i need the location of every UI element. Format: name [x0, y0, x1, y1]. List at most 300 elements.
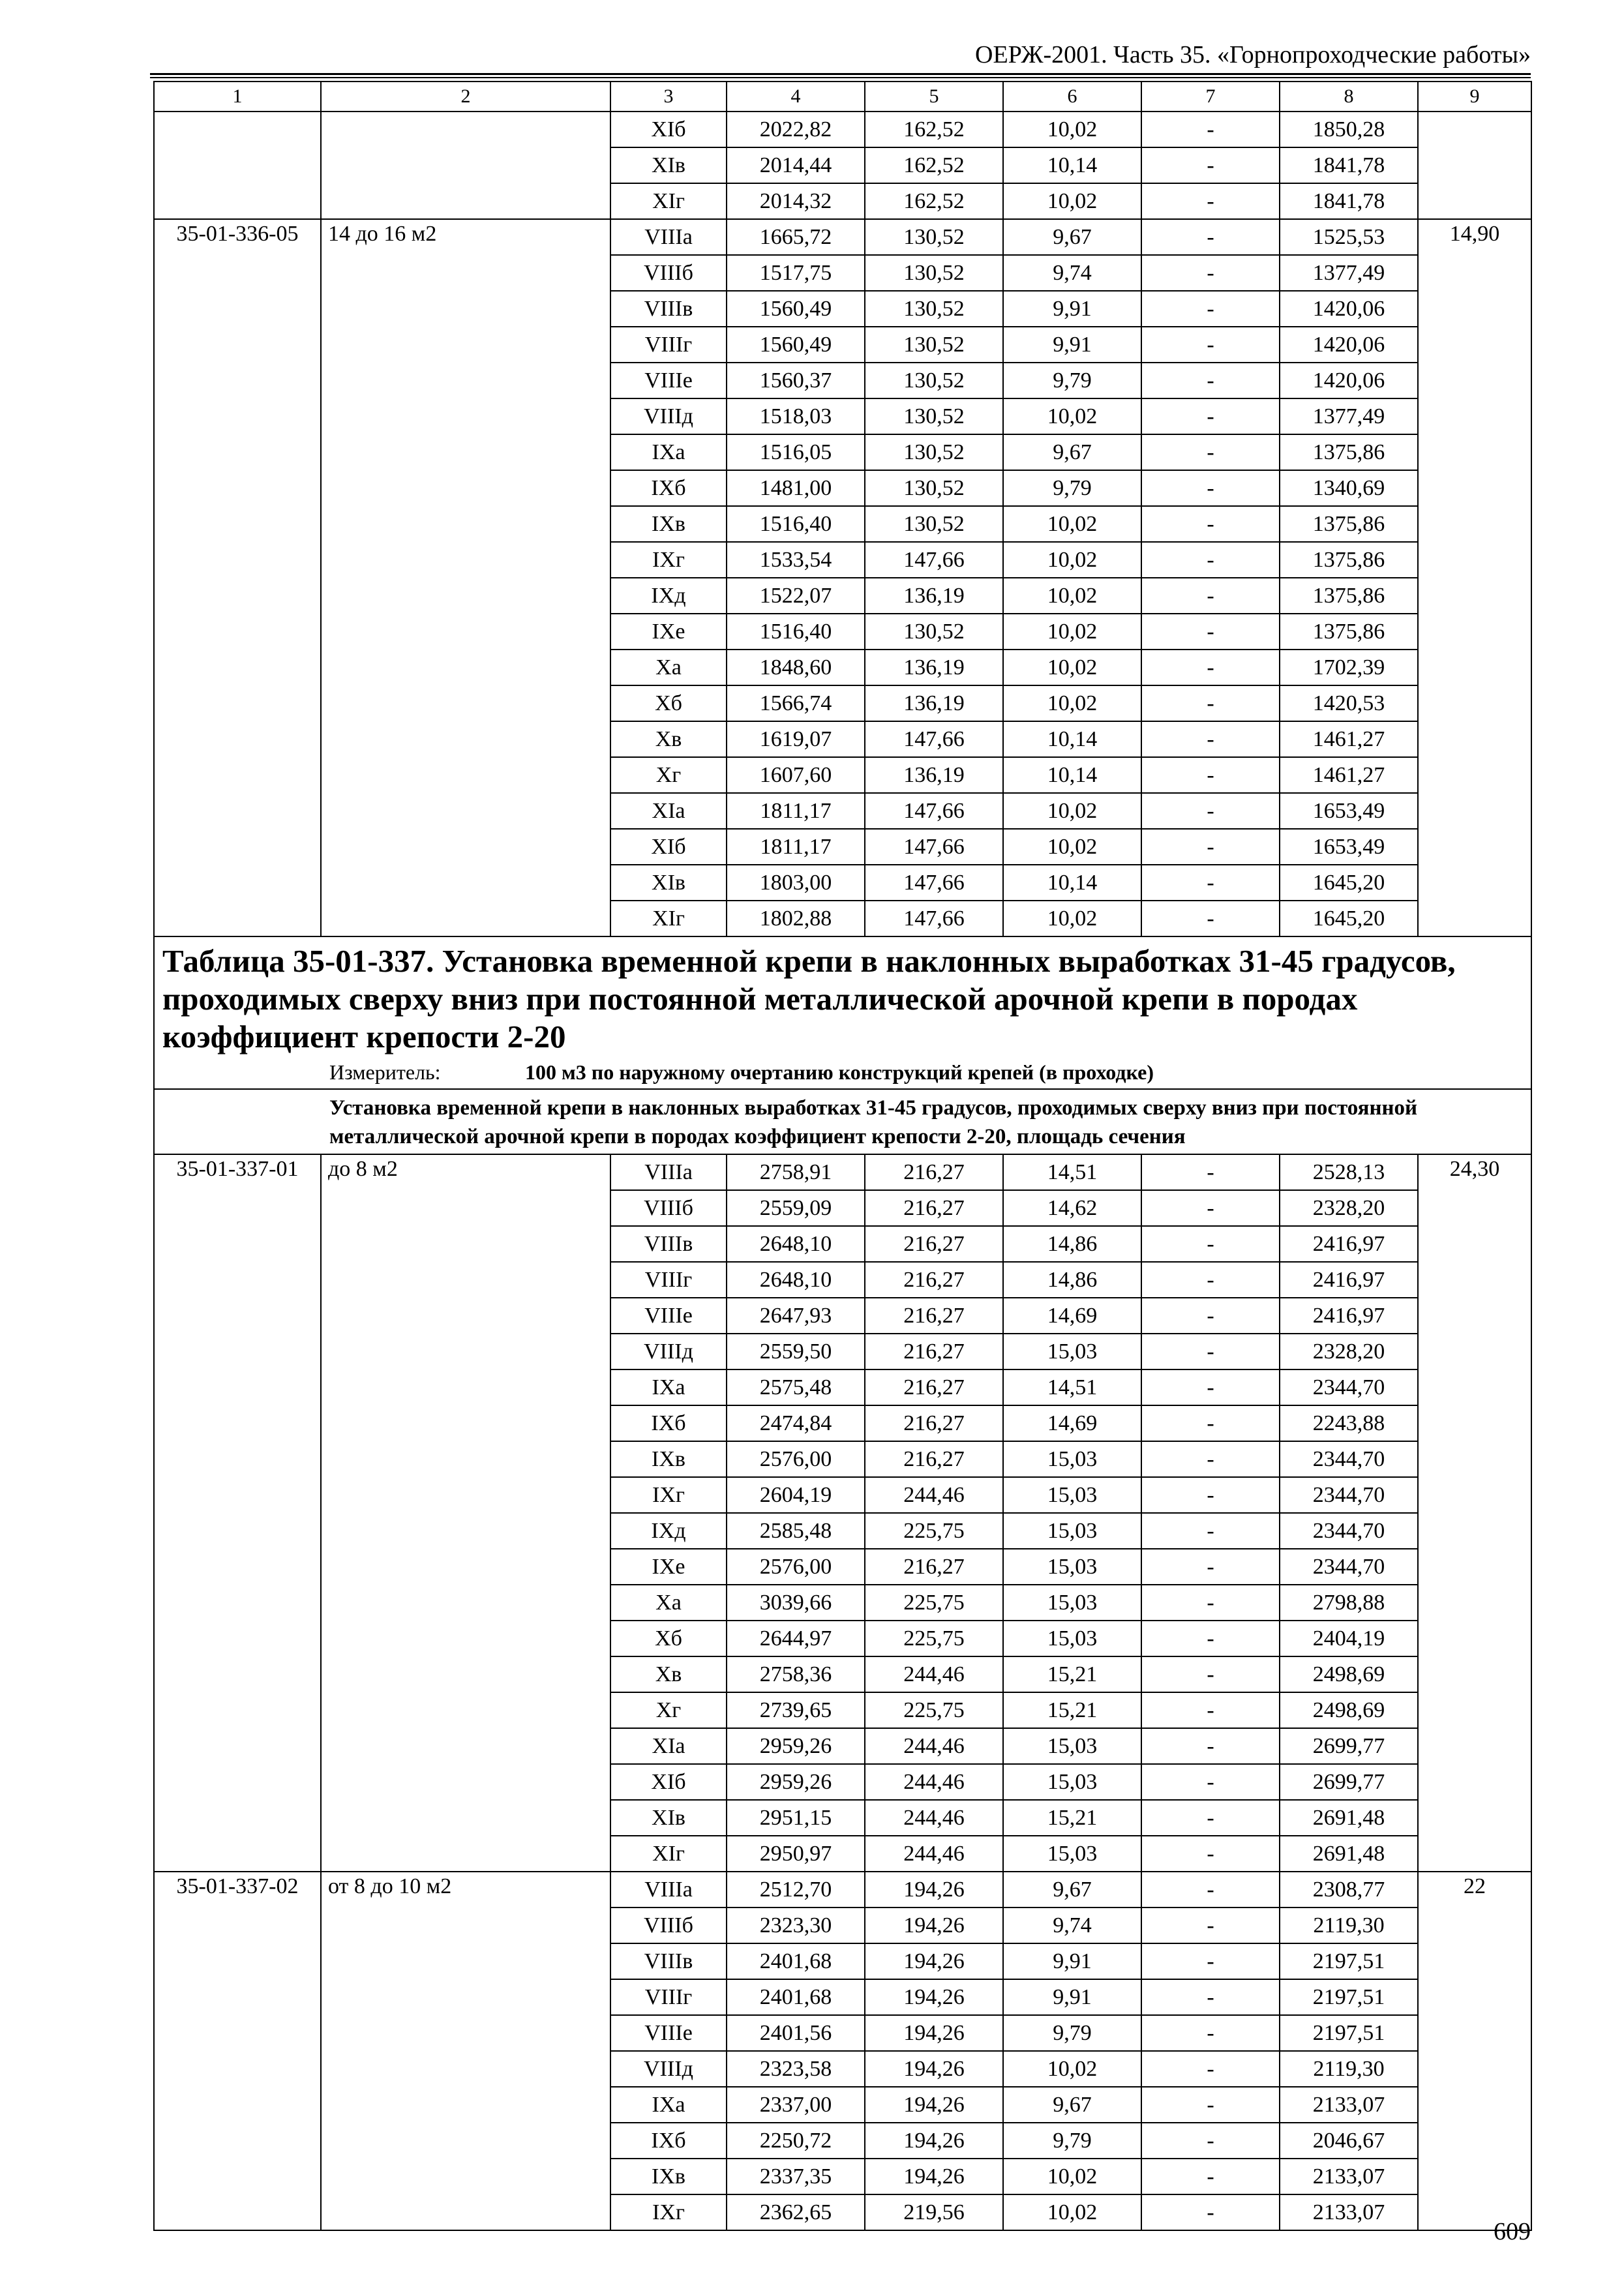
- machine-cost-cell: 10,02: [1003, 578, 1141, 614]
- driver-wage-cell: -: [1141, 506, 1280, 542]
- wage-cost-cell: 216,27: [865, 1190, 1003, 1226]
- machine-cost-cell: 15,03: [1003, 1441, 1141, 1477]
- rock-category-cell: VIIIг: [610, 1979, 727, 2015]
- machine-cost-cell: 15,03: [1003, 1585, 1141, 1621]
- wage-cost-cell: 244,46: [865, 1728, 1003, 1764]
- machine-cost-cell: 15,03: [1003, 1621, 1141, 1656]
- material-cost-cell: 1653,49: [1280, 793, 1418, 829]
- machine-cost-cell: 9,74: [1003, 255, 1141, 291]
- rock-category-cell: VIIIа: [610, 219, 727, 255]
- rock-category-cell: VIIIд: [610, 1334, 727, 1369]
- direct-cost-cell: 1517,75: [727, 255, 865, 291]
- wage-cost-cell: 130,52: [865, 219, 1003, 255]
- material-cost-cell: 2416,97: [1280, 1226, 1418, 1262]
- norms-table-body: [154, 82, 1531, 2230]
- direct-cost-cell: 2604,19: [727, 1477, 865, 1513]
- driver-wage-cell: -: [1141, 398, 1280, 434]
- wage-cost-cell: 244,46: [865, 1477, 1003, 1513]
- material-cost-cell: 2328,20: [1280, 1190, 1418, 1226]
- rock-category-cell: VIIIа: [610, 1872, 727, 1908]
- rock-category-cell: IXг: [610, 542, 727, 578]
- direct-cost-cell: 1560,37: [727, 363, 865, 398]
- machine-cost-cell: 9,74: [1003, 1908, 1141, 1943]
- machine-cost-cell: 9,79: [1003, 2015, 1141, 2051]
- wage-cost-cell: 194,26: [865, 2087, 1003, 2123]
- rock-category-cell: Xг: [610, 757, 727, 793]
- column-number-row: [154, 82, 1531, 112]
- machine-cost-cell: 9,91: [1003, 327, 1141, 363]
- norms-table: [153, 81, 1532, 2231]
- rock-category-cell: IXб: [610, 470, 727, 506]
- direct-cost-cell: 2474,84: [727, 1405, 865, 1441]
- wage-cost-cell: 130,52: [865, 470, 1003, 506]
- material-cost-cell: 1375,86: [1280, 506, 1418, 542]
- direct-cost-cell: 1518,03: [727, 398, 865, 434]
- header-rule: [150, 77, 1531, 78]
- wage-cost-cell: 225,75: [865, 1692, 1003, 1728]
- wage-cost-cell: 216,27: [865, 1262, 1003, 1298]
- wage-cost-cell: 136,19: [865, 650, 1003, 685]
- machine-cost-cell: 14,86: [1003, 1226, 1141, 1262]
- driver-wage-cell: -: [1141, 2159, 1280, 2194]
- material-cost-cell: 1841,78: [1280, 147, 1418, 183]
- column-number: 7: [1141, 82, 1280, 112]
- wage-cost-cell: 162,52: [865, 147, 1003, 183]
- direct-cost-cell: 2576,00: [727, 1441, 865, 1477]
- driver-wage-cell: -: [1141, 327, 1280, 363]
- rock-category-cell: IXг: [610, 1477, 727, 1513]
- machine-cost-cell: 10,02: [1003, 2159, 1141, 2194]
- direct-cost-cell: 1516,40: [727, 614, 865, 650]
- direct-cost-cell: 1516,40: [727, 506, 865, 542]
- table-title: Таблица 35-01-337. Установка временной крепи в наклонных выработках 31-45 градусов, проходимых сверху вниз при постоянной металлической арочной крепи в породах коэффициент крепости 2-20: [162, 943, 1456, 1055]
- machine-cost-cell: 9,91: [1003, 291, 1141, 327]
- direct-cost-cell: 1803,00: [727, 865, 865, 901]
- direct-cost-cell: 2323,30: [727, 1908, 865, 1943]
- machine-cost-cell: 10,02: [1003, 542, 1141, 578]
- column-number: 6: [1003, 82, 1141, 112]
- machine-cost-cell: 15,03: [1003, 1334, 1141, 1369]
- rock-category-cell: IXа: [610, 434, 727, 470]
- machine-cost-cell: 10,02: [1003, 506, 1141, 542]
- rock-category-cell: VIIIб: [610, 1908, 727, 1943]
- header-rule: [150, 73, 1531, 75]
- direct-cost-cell: 2401,68: [727, 1943, 865, 1979]
- direct-cost-cell: 2644,97: [727, 1621, 865, 1656]
- driver-wage-cell: -: [1141, 291, 1280, 327]
- material-cost-cell: 1461,27: [1280, 757, 1418, 793]
- rock-category-cell: XIв: [610, 147, 727, 183]
- column-number: 4: [727, 82, 865, 112]
- wage-cost-cell: 147,66: [865, 721, 1003, 757]
- rock-category-cell: Xб: [610, 685, 727, 721]
- driver-wage-cell: -: [1141, 470, 1280, 506]
- machine-cost-cell: 9,79: [1003, 470, 1141, 506]
- column-number: 1: [154, 82, 321, 112]
- page-header-title: ОЕРЖ-2001. Часть 35. «Горнопроходческие работы»: [975, 41, 1531, 68]
- material-cost-cell: 1420,53: [1280, 685, 1418, 721]
- machine-cost-cell: 10,02: [1003, 112, 1141, 147]
- rock-category-cell: IXе: [610, 1549, 727, 1585]
- direct-cost-cell: 2014,32: [727, 183, 865, 219]
- direct-cost-cell: 1619,07: [727, 721, 865, 757]
- material-cost-cell: 2046,67: [1280, 2123, 1418, 2159]
- rock-category-cell: VIIIв: [610, 1226, 727, 1262]
- wage-cost-cell: 136,19: [865, 685, 1003, 721]
- rock-category-cell: VIIIв: [610, 291, 727, 327]
- column-number: 5: [865, 82, 1003, 112]
- material-cost-cell: 1340,69: [1280, 470, 1418, 506]
- direct-cost-cell: 2575,48: [727, 1369, 865, 1405]
- material-cost-cell: 1645,20: [1280, 865, 1418, 901]
- rock-category-cell: VIIIб: [610, 255, 727, 291]
- wage-cost-cell: 147,66: [865, 829, 1003, 865]
- material-cost-cell: 2328,20: [1280, 1334, 1418, 1369]
- column-number: 2: [321, 82, 610, 112]
- wage-cost-cell: 130,52: [865, 327, 1003, 363]
- rock-category-cell: IXд: [610, 578, 727, 614]
- norm-code-cell: [154, 112, 321, 219]
- wage-cost-cell: 147,66: [865, 793, 1003, 829]
- machine-cost-cell: 15,03: [1003, 1764, 1141, 1800]
- driver-wage-cell: -: [1141, 1477, 1280, 1513]
- machine-cost-cell: 15,03: [1003, 1513, 1141, 1549]
- direct-cost-cell: 2014,44: [727, 147, 865, 183]
- direct-cost-cell: 1811,17: [727, 829, 865, 865]
- direct-cost-cell: 2576,00: [727, 1549, 865, 1585]
- machine-cost-cell: 15,03: [1003, 1549, 1141, 1585]
- rock-category-cell: XIб: [610, 112, 727, 147]
- driver-wage-cell: -: [1141, 1585, 1280, 1621]
- driver-wage-cell: -: [1141, 112, 1280, 147]
- rock-category-cell: XIб: [610, 1764, 727, 1800]
- wage-cost-cell: 216,27: [865, 1405, 1003, 1441]
- wage-cost-cell: 225,75: [865, 1621, 1003, 1656]
- norm-code-cell: 35-01-337-01: [154, 1154, 321, 1872]
- direct-cost-cell: 1481,00: [727, 470, 865, 506]
- direct-cost-cell: 2739,65: [727, 1692, 865, 1728]
- material-cost-cell: 2528,13: [1280, 1154, 1418, 1190]
- driver-wage-cell: -: [1141, 1728, 1280, 1764]
- rock-category-cell: Xб: [610, 1621, 727, 1656]
- material-cost-cell: 2416,97: [1280, 1262, 1418, 1298]
- driver-wage-cell: -: [1141, 1800, 1280, 1836]
- labor-cost-cell: 22: [1418, 1872, 1531, 2230]
- driver-wage-cell: -: [1141, 363, 1280, 398]
- material-cost-cell: 2308,77: [1280, 1872, 1418, 1908]
- driver-wage-cell: -: [1141, 1908, 1280, 1943]
- direct-cost-cell: 2951,15: [727, 1800, 865, 1836]
- rock-category-cell: Xа: [610, 650, 727, 685]
- rock-category-cell: VIIIд: [610, 398, 727, 434]
- wage-cost-cell: 194,26: [865, 1908, 1003, 1943]
- rock-category-cell: IXб: [610, 2123, 727, 2159]
- rock-category-cell: VIIIе: [610, 363, 727, 398]
- machine-cost-cell: 10,14: [1003, 147, 1141, 183]
- direct-cost-cell: 1848,60: [727, 650, 865, 685]
- rock-category-cell: XIв: [610, 865, 727, 901]
- labor-cost-cell: 14,90: [1418, 219, 1531, 936]
- table-title-row: [154, 936, 1531, 1089]
- machine-cost-cell: 10,02: [1003, 614, 1141, 650]
- rock-category-cell: IXа: [610, 1369, 727, 1405]
- meter-value: 100 м3 по наружному очертанию конструкций крепей (в проходке): [525, 1060, 1154, 1084]
- direct-cost-cell: 2758,91: [727, 1154, 865, 1190]
- material-cost-cell: 2344,70: [1280, 1441, 1418, 1477]
- material-cost-cell: 2416,97: [1280, 1298, 1418, 1334]
- machine-cost-cell: 9,67: [1003, 434, 1141, 470]
- driver-wage-cell: -: [1141, 1621, 1280, 1656]
- wage-cost-cell: 244,46: [865, 1800, 1003, 1836]
- direct-cost-cell: 2337,35: [727, 2159, 865, 2194]
- driver-wage-cell: -: [1141, 614, 1280, 650]
- direct-cost-cell: 1533,54: [727, 542, 865, 578]
- wage-cost-cell: 130,52: [865, 614, 1003, 650]
- material-cost-cell: 1653,49: [1280, 829, 1418, 865]
- wage-cost-cell: 130,52: [865, 398, 1003, 434]
- wage-cost-cell: 147,66: [865, 542, 1003, 578]
- direct-cost-cell: 1560,49: [727, 291, 865, 327]
- wage-cost-cell: 194,26: [865, 1943, 1003, 1979]
- direct-cost-cell: 1607,60: [727, 757, 865, 793]
- wage-cost-cell: 130,52: [865, 434, 1003, 470]
- rock-category-cell: XIа: [610, 793, 727, 829]
- wage-cost-cell: 194,26: [865, 2159, 1003, 2194]
- rock-category-cell: IXа: [610, 2087, 727, 2123]
- material-cost-cell: 2197,51: [1280, 1943, 1418, 1979]
- driver-wage-cell: -: [1141, 685, 1280, 721]
- material-cost-cell: 1377,49: [1280, 398, 1418, 434]
- direct-cost-cell: 1566,74: [727, 685, 865, 721]
- direct-cost-cell: 2559,09: [727, 1190, 865, 1226]
- material-cost-cell: 1375,86: [1280, 614, 1418, 650]
- section-description: Установка временной крепи в наклонных выработках 31-45 градусов, проходимых сверху вниз при постоянной металлической арочной крепи в породах коэффициент крепости 2-20, площадь сечения: [154, 1089, 1531, 1154]
- rock-category-cell: Xв: [610, 1656, 727, 1692]
- driver-wage-cell: -: [1141, 865, 1280, 901]
- machine-cost-cell: 15,03: [1003, 1728, 1141, 1764]
- machine-cost-cell: 14,62: [1003, 1190, 1141, 1226]
- driver-wage-cell: -: [1141, 1369, 1280, 1405]
- machine-cost-cell: 9,67: [1003, 2087, 1141, 2123]
- driver-wage-cell: -: [1141, 2087, 1280, 2123]
- wage-cost-cell: 216,27: [865, 1549, 1003, 1585]
- material-cost-cell: 2344,70: [1280, 1477, 1418, 1513]
- wage-cost-cell: 244,46: [865, 1656, 1003, 1692]
- wage-cost-cell: 216,27: [865, 1441, 1003, 1477]
- material-cost-cell: 1377,49: [1280, 255, 1418, 291]
- rock-category-cell: VIIIа: [610, 1154, 727, 1190]
- wage-cost-cell: 194,26: [865, 2123, 1003, 2159]
- wage-cost-cell: 216,27: [865, 1154, 1003, 1190]
- column-number: 9: [1418, 82, 1531, 112]
- rock-category-cell: VIIIв: [610, 1943, 727, 1979]
- rock-category-cell: XIг: [610, 1836, 727, 1872]
- driver-wage-cell: -: [1141, 1692, 1280, 1728]
- rock-category-cell: IXг: [610, 2194, 727, 2230]
- wage-cost-cell: 147,66: [865, 865, 1003, 901]
- material-cost-cell: 2691,48: [1280, 1836, 1418, 1872]
- material-cost-cell: 2691,48: [1280, 1800, 1418, 1836]
- direct-cost-cell: 2950,97: [727, 1836, 865, 1872]
- rock-category-cell: IXд: [610, 1513, 727, 1549]
- column-number: 8: [1280, 82, 1418, 112]
- machine-cost-cell: 10,14: [1003, 865, 1141, 901]
- rock-category-cell: IXе: [610, 614, 727, 650]
- direct-cost-cell: 2648,10: [727, 1262, 865, 1298]
- rock-category-cell: IXб: [610, 1405, 727, 1441]
- rock-category-cell: VIIIб: [610, 1190, 727, 1226]
- wage-cost-cell: 136,19: [865, 757, 1003, 793]
- machine-cost-cell: 14,86: [1003, 1262, 1141, 1298]
- driver-wage-cell: -: [1141, 542, 1280, 578]
- machine-cost-cell: 10,02: [1003, 793, 1141, 829]
- driver-wage-cell: -: [1141, 434, 1280, 470]
- driver-wage-cell: -: [1141, 255, 1280, 291]
- machine-cost-cell: 10,02: [1003, 685, 1141, 721]
- machine-cost-cell: 10,14: [1003, 721, 1141, 757]
- material-cost-cell: 2344,70: [1280, 1513, 1418, 1549]
- wage-cost-cell: 130,52: [865, 291, 1003, 327]
- direct-cost-cell: 1516,05: [727, 434, 865, 470]
- wage-cost-cell: 130,52: [865, 506, 1003, 542]
- direct-cost-cell: 2401,68: [727, 1979, 865, 2015]
- machine-cost-cell: 9,67: [1003, 219, 1141, 255]
- material-cost-cell: 2243,88: [1280, 1405, 1418, 1441]
- material-cost-cell: 2344,70: [1280, 1549, 1418, 1585]
- driver-wage-cell: -: [1141, 829, 1280, 865]
- driver-wage-cell: -: [1141, 1979, 1280, 2015]
- material-cost-cell: 2798,88: [1280, 1585, 1418, 1621]
- rock-category-cell: VIIIе: [610, 1298, 727, 1334]
- direct-cost-cell: 2648,10: [727, 1226, 865, 1262]
- rock-category-cell: XIб: [610, 829, 727, 865]
- driver-wage-cell: -: [1141, 1549, 1280, 1585]
- material-cost-cell: 1645,20: [1280, 901, 1418, 936]
- driver-wage-cell: -: [1141, 1656, 1280, 1692]
- machine-cost-cell: 14,69: [1003, 1298, 1141, 1334]
- norm-code-cell: 35-01-336-05: [154, 219, 321, 936]
- driver-wage-cell: -: [1141, 1226, 1280, 1262]
- direct-cost-cell: 1665,72: [727, 219, 865, 255]
- machine-cost-cell: 10,02: [1003, 650, 1141, 685]
- material-cost-cell: 1841,78: [1280, 183, 1418, 219]
- material-cost-cell: 2133,07: [1280, 2194, 1418, 2230]
- rock-category-cell: VIIIе: [610, 2015, 727, 2051]
- table-title-cell: [154, 936, 1531, 1089]
- direct-cost-cell: 2337,00: [727, 2087, 865, 2123]
- direct-cost-cell: 3039,66: [727, 1585, 865, 1621]
- rock-category-cell: Xв: [610, 721, 727, 757]
- machine-cost-cell: 10,02: [1003, 2051, 1141, 2087]
- driver-wage-cell: -: [1141, 1872, 1280, 1908]
- driver-wage-cell: -: [1141, 650, 1280, 685]
- table-row: [154, 1872, 1531, 1908]
- meter-label: Измеритель:: [329, 1060, 441, 1084]
- rock-category-cell: IXв: [610, 1441, 727, 1477]
- driver-wage-cell: -: [1141, 219, 1280, 255]
- table-row: [154, 1154, 1531, 1190]
- direct-cost-cell: 1802,88: [727, 901, 865, 936]
- wage-cost-cell: 194,26: [865, 1872, 1003, 1908]
- machine-cost-cell: 10,02: [1003, 183, 1141, 219]
- material-cost-cell: 1850,28: [1280, 112, 1418, 147]
- driver-wage-cell: -: [1141, 183, 1280, 219]
- machine-cost-cell: 15,21: [1003, 1800, 1141, 1836]
- material-cost-cell: 2699,77: [1280, 1764, 1418, 1800]
- direct-cost-cell: 1522,07: [727, 578, 865, 614]
- driver-wage-cell: -: [1141, 1943, 1280, 1979]
- direct-cost-cell: 2959,26: [727, 1764, 865, 1800]
- direct-cost-cell: 2323,58: [727, 2051, 865, 2087]
- wage-cost-cell: 216,27: [865, 1298, 1003, 1334]
- driver-wage-cell: -: [1141, 1764, 1280, 1800]
- norm-name-cell: от 8 до 10 м2: [321, 1872, 610, 2230]
- machine-cost-cell: 10,14: [1003, 757, 1141, 793]
- material-cost-cell: 2197,51: [1280, 2015, 1418, 2051]
- norm-code-cell: 35-01-337-02: [154, 1872, 321, 2230]
- machine-cost-cell: 9,67: [1003, 1872, 1141, 1908]
- material-cost-cell: 1375,86: [1280, 542, 1418, 578]
- driver-wage-cell: -: [1141, 2194, 1280, 2230]
- material-cost-cell: 2119,30: [1280, 1908, 1418, 1943]
- machine-cost-cell: 9,91: [1003, 1943, 1141, 1979]
- machine-cost-cell: 9,79: [1003, 363, 1141, 398]
- driver-wage-cell: -: [1141, 757, 1280, 793]
- wage-cost-cell: 162,52: [865, 112, 1003, 147]
- rock-category-cell: VIIIг: [610, 327, 727, 363]
- material-cost-cell: 2699,77: [1280, 1728, 1418, 1764]
- rock-category-cell: XIг: [610, 901, 727, 936]
- labor-cost-cell: 24,30: [1418, 1154, 1531, 1872]
- rock-category-cell: XIа: [610, 1728, 727, 1764]
- driver-wage-cell: -: [1141, 2051, 1280, 2087]
- rock-category-cell: IXв: [610, 506, 727, 542]
- column-number: 3: [610, 82, 727, 112]
- machine-cost-cell: 15,03: [1003, 1836, 1141, 1872]
- material-cost-cell: 2133,07: [1280, 2087, 1418, 2123]
- direct-cost-cell: 2585,48: [727, 1513, 865, 1549]
- wage-cost-cell: 194,26: [865, 2015, 1003, 2051]
- driver-wage-cell: -: [1141, 1262, 1280, 1298]
- wage-cost-cell: 130,52: [865, 255, 1003, 291]
- driver-wage-cell: -: [1141, 1190, 1280, 1226]
- driver-wage-cell: -: [1141, 1405, 1280, 1441]
- machine-cost-cell: 14,51: [1003, 1154, 1141, 1190]
- norm-name-cell: 14 до 16 м2: [321, 219, 610, 936]
- driver-wage-cell: -: [1141, 2015, 1280, 2051]
- direct-cost-cell: 2362,65: [727, 2194, 865, 2230]
- rock-category-cell: VIIIг: [610, 1262, 727, 1298]
- driver-wage-cell: -: [1141, 901, 1280, 936]
- driver-wage-cell: -: [1141, 1441, 1280, 1477]
- machine-cost-cell: 15,21: [1003, 1656, 1141, 1692]
- direct-cost-cell: 1560,49: [727, 327, 865, 363]
- machine-cost-cell: 15,21: [1003, 1692, 1141, 1728]
- material-cost-cell: 1420,06: [1280, 327, 1418, 363]
- machine-cost-cell: 10,02: [1003, 901, 1141, 936]
- rock-category-cell: Xа: [610, 1585, 727, 1621]
- material-cost-cell: 1461,27: [1280, 721, 1418, 757]
- wage-cost-cell: 216,27: [865, 1369, 1003, 1405]
- table-row: [154, 219, 1531, 255]
- material-cost-cell: 1702,39: [1280, 650, 1418, 685]
- rock-category-cell: VIIIд: [610, 2051, 727, 2087]
- driver-wage-cell: -: [1141, 793, 1280, 829]
- direct-cost-cell: 2647,93: [727, 1298, 865, 1334]
- material-cost-cell: 2344,70: [1280, 1369, 1418, 1405]
- direct-cost-cell: 2559,50: [727, 1334, 865, 1369]
- rock-category-cell: IXв: [610, 2159, 727, 2194]
